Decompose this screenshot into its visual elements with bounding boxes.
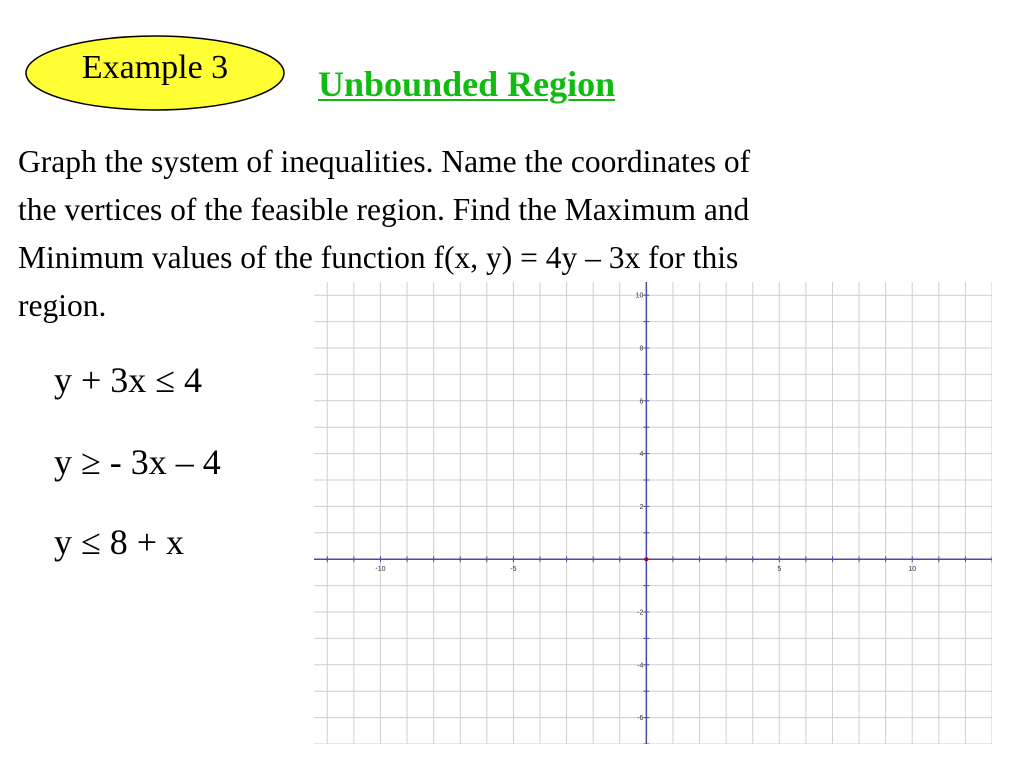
inequality-3: y ≤ 8 + x (54, 522, 185, 562)
y-tick-label: 4 (639, 451, 644, 459)
inequality-2: y ≥ - 3x – 4 (54, 442, 221, 482)
inequality-1: y + 3x ≤ 4 (54, 360, 203, 400)
x-tick-label: 10 (908, 566, 917, 574)
y-tick-label: 8 (639, 345, 644, 353)
slide-title: Unbounded Region (318, 64, 616, 104)
grid-lines (314, 282, 992, 744)
coordinate-plane (314, 282, 992, 744)
y-tick-label: 2 (639, 503, 644, 511)
tick-marks (327, 292, 992, 744)
y-tick-label: 10 (635, 292, 644, 300)
origin-point (644, 557, 648, 561)
y-tick-label: -4 (637, 662, 644, 670)
x-tick-label: -10 (375, 566, 386, 574)
y-tick-label: -2 (637, 609, 644, 617)
instructions-line: the vertices of the feasible region. Find the Maximum and (18, 192, 750, 227)
x-tick-label: -5 (510, 566, 517, 574)
y-tick-label: -6 (637, 715, 644, 723)
instructions-line: region. (18, 288, 107, 323)
example-badge (24, 34, 286, 112)
example-badge-label: Example 3 (81, 49, 229, 86)
axes (314, 282, 992, 744)
x-tick-label: 5 (777, 566, 782, 574)
instructions-line: Minimum values of the function f(x, y) = 4y – 3x for this (18, 240, 739, 275)
instructions-line: Graph the system of inequalities. Name the coordinates of (18, 144, 751, 179)
y-tick-label: 6 (639, 398, 644, 406)
coordinate-grid (314, 282, 992, 744)
